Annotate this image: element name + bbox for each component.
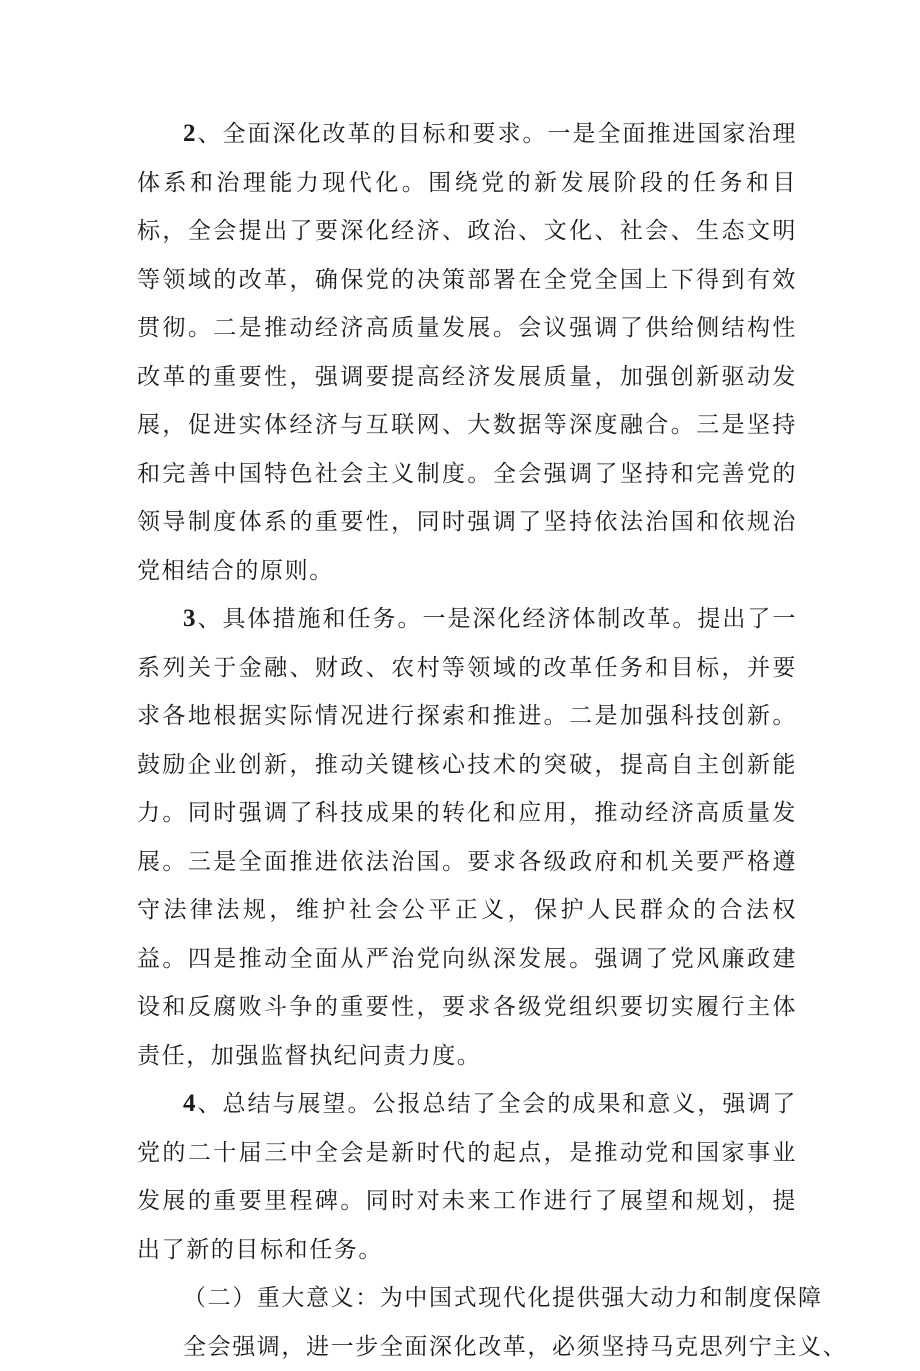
section-heading: （二）重大意义：为中国式现代化提供强大动力和制度保障 — [137, 1274, 797, 1323]
paragraph-number: 4 — [183, 1090, 197, 1117]
paragraph-final-line: 全会强调，进一步全面深化改革，必须坚持马克思列宁主义、 — [137, 1323, 797, 1371]
paragraph-number: 3 — [183, 605, 197, 632]
document-body — [137, 110, 797, 1371]
paragraph-3 — [137, 595, 797, 1080]
paragraph-2 — [137, 110, 797, 595]
paragraph-text: 、全面深化改革的目标和要求。一是全面推进国家治理体系和治理能力现代化。围绕党的新发展阶段的任务和目标，全会提出了要深化经济、政治、文化、社会、生态文明等领域的改革，确保党的决策部署在全党全国上下得到有效贯彻。二是推动经济高质量发展。会议强调了供给侧结构性改革的重要性，强调要提高经济发展质量，加强创新驱动发展，促进实体经济与互联网、大数据等深度融合。三是坚持和完善中国特色社会主义制度。全会强调了坚持和完善党的领导制度体系的重要性，同时强调了坚持依法治国和依规治党相结合的原则。 — [137, 121, 797, 584]
paragraph-number: 2 — [183, 120, 197, 147]
paragraph-text: 、具体措施和任务。一是深化经济体制改革。提出了一系列关于金融、财政、农村等领域的改革任务和目标，并要求各地根据实际情况进行探索和推进。二是加强科技创新。鼓励企业创新，推动关键核心技术的突破，提高自主创新能力。同时强调了科技成果的转化和应用，推动经济高质量发展。三是全面推进依法治国。要求各级政府和机关要严格遵守法律法规，维护社会公平正义，保护人民群众的合法权益。四是推动全面从严治党向纵深发展。强调了党风廉政建设和反腐败斗争的重要性，要求各级党组织要切实履行主体责任，加强监督执纪问责力度。 — [137, 606, 797, 1069]
paragraph-4 — [137, 1080, 797, 1274]
paragraph-text: 、总结与展望。公报总结了全会的成果和意义，强调了党的二十届三中全会是新时代的起点，是推动党和国家事业发展的重要里程碑。同时对未来工作进行了展望和规划，提出了新的目标和任务。 — [137, 1091, 797, 1263]
